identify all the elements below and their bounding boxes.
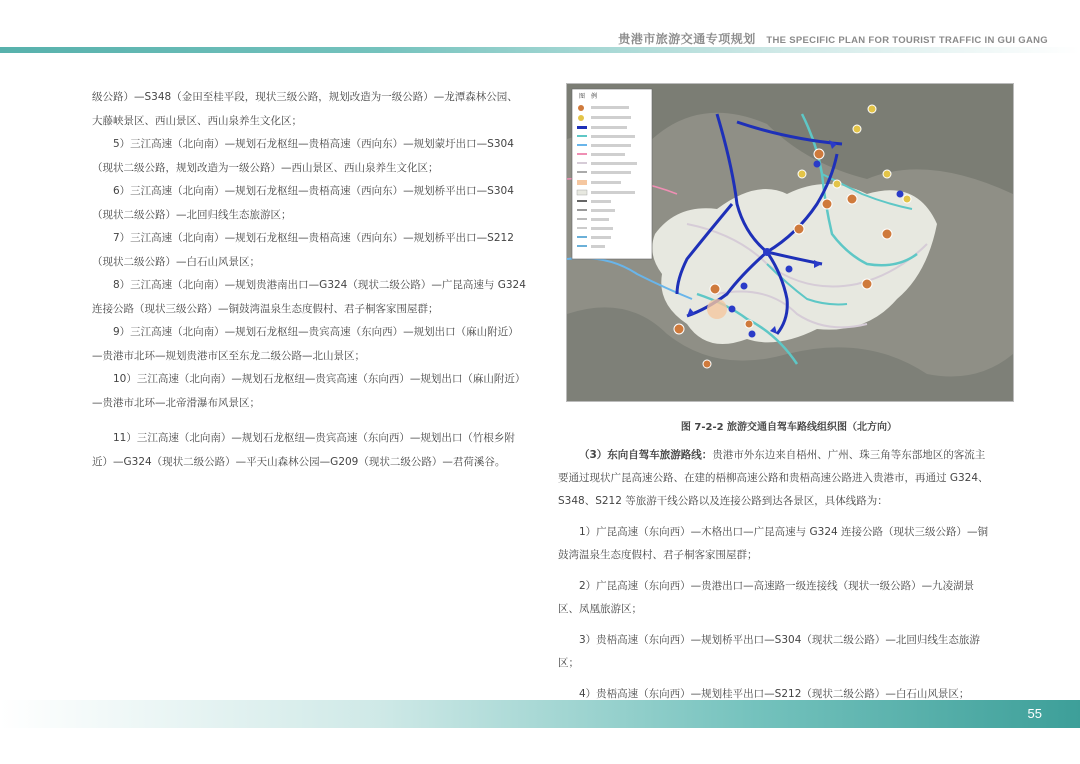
footer-bar [0,700,1080,728]
paragraph-route-9: 9）三江高速（北向南）—规划石龙枢纽—贵宾高速（东向西）—规划出口（麻山附近）—贵港市北环—规划贵港市区至东龙二级公路—北山景区； [92,326,519,362]
paragraph-route-6: 6）三江高速（北向南）—规划石龙枢纽—贵梧高速（西向东）—规划桥平出口—S304（现状二级公路）—北回归线生态旅游区； [92,185,514,221]
section-heading: （3）东向自驾车旅游路线： [579,449,713,461]
header-title-cn: 贵港市旅游交通专项规划 [618,32,756,46]
paragraph-east-route-1: 1）广昆高速（东向西）—木格出口—广昆高速与 G324 连接公路（现状三级公路）—铜鼓湾温泉生态度假村、君子桐客家围屋群； [558,526,989,561]
route-map [566,83,1014,402]
map-legend-title: 图 例 [579,93,598,100]
right-column [558,444,990,706]
paragraph-east-route-2: 2）广昆高速（东向西）—贵港出口—高速路一级连接线（现状一级公路）—九凌湖景区、凤凰旅游区； [558,580,975,615]
paragraph-east-routes [558,444,990,513]
paragraph-route-continued: 级公路）—S348（金田至桂平段，现状三级公路，规划改造为一级公路）—龙潭森林公园、大藤峡景区、西山景区、西山泉养生文化区； [92,91,518,127]
document-header [618,30,1048,47]
paragraph-route-7: 7）三江高速（北向南）—规划石龙枢纽—贵梧高速（西向东）—规划桥平出口—S212（现状二级公路）—白石山风景区； [92,232,514,268]
paragraph-route-11: 11）三江高速（北向南）—规划石龙枢纽—贵宾高速（东向西）—规划出口（竹根乡附近）—G324（现状二级公路）—平天山森林公园—G209（现状二级公路）—君荷溪谷。 [92,432,515,468]
header-title-en: THE SPECIFIC PLAN FOR TOURIST TRAFFIC IN GUI GANG [766,35,1048,46]
paragraph-east-route-4: 4）贵梧高速（东向西）—规划桂平出口—S212（现状二级公路）—白石山风景区； [579,688,970,700]
paragraph-route-8: 8）三江高速（北向南）—规划贵港南出口—G324（现状二级公路）—广昆高速与 G324 连接公路（现状三级公路）—铜鼓湾温泉生态度假村、君子桐客家围屋群； [92,279,526,315]
figure-caption: 图 7-2-2 旅游交通自驾车路线组织图（北方向） [680,422,898,433]
section-intro: 贵港市外东边来自梧州、广州、珠三角等东部地区的客流主要通过现状广昆高速公路、在建的梧柳高速公路和贵梧高速公路进入贵港市，再通过 G324、S348、S212 等旅游干线公路以及连接公路到达各景区，具体线路为： [558,449,989,507]
paragraph-route-5: 5）三江高速（北向南）—规划石龙枢纽—贵梧高速（西向东）—规划蒙圩出口—S304（现状二级公路，规划改造为一级公路）—西山景区、西山泉养生文化区； [92,138,514,174]
paragraph-east-route-3: 3）贵梧高速（东向西）—规划桥平出口—S304（现状二级公路）—北回归线生态旅游区； [558,634,980,669]
page-number: 55 [1027,706,1042,721]
left-column [92,86,526,474]
paragraph-route-10: 10）三江高速（北向南）—规划石龙枢纽—贵宾高速（东向西）—规划出口（麻山附近）—贵港市北环—北帝滑瀑布风景区； [92,373,526,409]
header-bar [0,47,1080,53]
